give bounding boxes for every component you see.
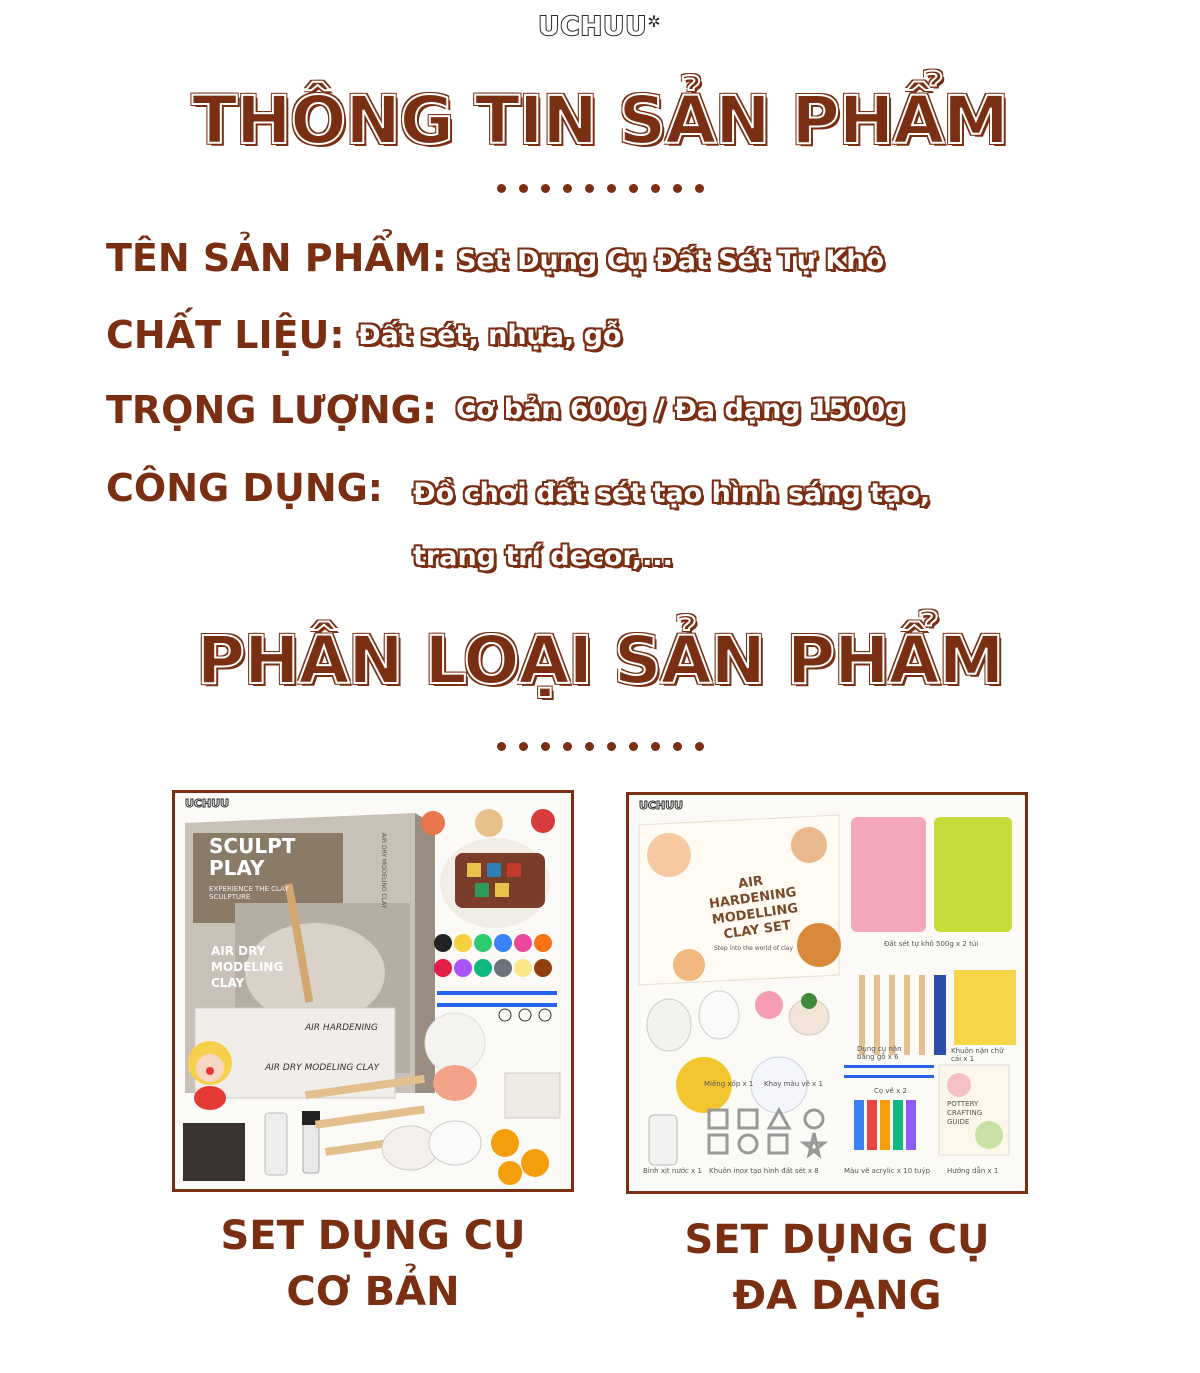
brand-logo-text: UCHUU — [538, 12, 648, 42]
sparkle-icon: ✲ — [647, 12, 662, 31]
diverse-label-tools: Dụng cụ nặn bằng gỗ x 6 — [857, 1045, 902, 1061]
info-label-weight: TRỌNG LƯỢNG: — [106, 388, 438, 432]
diverse-label-sponge: Miếng xốp x 1 — [704, 1080, 754, 1088]
variant-diverse-image[interactable] — [626, 792, 1028, 1194]
variant-basic-caption-line1: SET DỤNG CỤ — [220, 1213, 526, 1259]
info-value-material: Đất sét, nhựa, gỗ — [358, 320, 622, 351]
diverse-label-palette: Khay màu vẽ x 1 — [764, 1080, 823, 1088]
info-value-usage-line2: trang trí decor,... — [413, 541, 673, 572]
frame-logo: UCHUU — [185, 797, 230, 810]
basic-box-side: AIR DRY MODELING CLAY — [380, 833, 387, 909]
info-label-name: TÊN SẢN PHẨM: — [106, 236, 447, 280]
basic-box-title: SCULPT PLAY — [209, 834, 296, 880]
title-dots-divider — [0, 184, 1200, 193]
info-label-usage: CÔNG DỤNG: — [106, 466, 384, 510]
diverse-label-brushes: Cọ vẽ x 2 — [874, 1087, 907, 1095]
diverse-set-illustration — [629, 795, 1025, 1191]
basic-box-text1: AIR DRY MODELING CLAY — [211, 944, 284, 990]
diverse-label-guide: Hướng dẫn x 1 — [947, 1167, 999, 1175]
variant-basic-image[interactable] — [172, 790, 574, 1192]
variant-basic-caption[interactable] — [172, 1208, 574, 1320]
basic-box-subtitle: EXPERIENCE THE CLAY SCULPTURE — [209, 885, 289, 901]
product-variants-title: PHÂN LOẠI SẢN PHẨM — [196, 622, 1004, 699]
info-label-material: CHẤT LIỆU: — [106, 313, 345, 357]
info-value-usage-line1: Đồ chơi đất sét tạo hình sáng tạo, — [413, 478, 931, 509]
brand-logo — [0, 12, 1200, 42]
variant-diverse-caption-line1: SET DỤNG CỤ — [684, 1217, 990, 1263]
variant-diverse-caption[interactable] — [626, 1212, 1048, 1324]
info-value-weight: Cơ bản 600g / Đa dạng 1500g — [456, 394, 905, 425]
diverse-box-title: AIR HARDENING MODELLING CLAY SET — [708, 873, 799, 943]
diverse-label-clay: Đất sét tự khô 500g x 2 túi — [884, 940, 979, 948]
diverse-box-subtitle: Step into the world of clay — [714, 945, 794, 952]
diverse-guide-title: POTTERY CRAFTING GUIDE — [947, 1100, 983, 1126]
diverse-label-spray: Bình xịt nước x 1 — [643, 1167, 702, 1175]
basic-box-text2: AIR HARDENING — [305, 1023, 378, 1033]
diverse-label-letter-mold: Khuôn nặn chữ cái x 1 — [951, 1047, 1004, 1063]
diverse-label-cutters: Khuôn inox tạo hình đất sét x 8 — [709, 1167, 819, 1175]
frame-logo-2: UCHUU — [639, 799, 684, 812]
diverse-label-acrylic: Màu vẽ acrylic x 10 tuýp — [844, 1167, 931, 1175]
info-value-name: Set Dụng Cụ Đất Sét Tự Khô — [457, 245, 885, 276]
variant-diverse-caption-line2: ĐA DẠNG — [732, 1273, 942, 1319]
variant-basic-caption-line2: CƠ BẢN — [286, 1269, 460, 1315]
basic-box-text3: AIR DRY MODELING CLAY — [265, 1063, 380, 1073]
product-info-title: THÔNG TIN SẢN PHẨM — [192, 82, 1008, 159]
variants-dots-divider — [0, 742, 1200, 751]
